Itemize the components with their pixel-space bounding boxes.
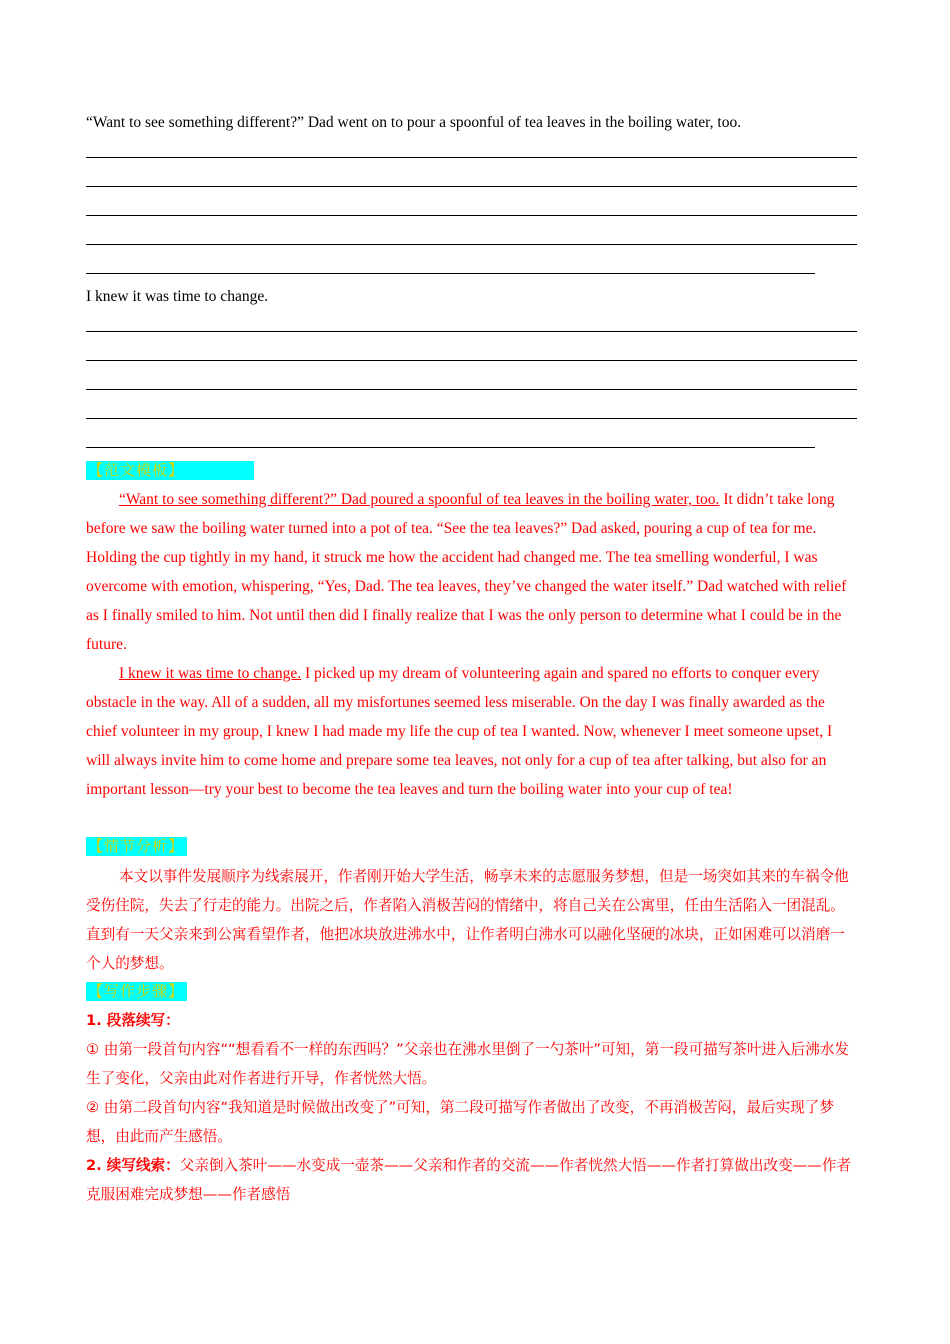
- paragraph-2-prompt: I knew it was time to change.: [86, 288, 269, 305]
- answer-line: [86, 447, 815, 448]
- answer-line: [86, 273, 815, 274]
- plot-analysis-text: 本文以事件发展顺序为线索展开，作者刚开始大学生活，畅享未来的志愿服务梦想，但是一场突如其来的车祸令他受伤住院，失去了行走的能力。出院之后，作者陷入消极苦闷的情绪中，将自己关在公寓里，任由生活陷入一团混乱。直到有一天父亲来到公寓看望作者，他把冰块放进沸水中，让作者明白沸水可以融化坚硬的冰块，正如困难可以消磨一个人的梦想。: [86, 868, 849, 972]
- writing-steps: [86, 1006, 858, 1209]
- step-1-title: 1. 段落续写：: [86, 1012, 180, 1029]
- model-essay-paragraph-1: “Want to see something different?” Dad poured a spoonful of tea leaves in the boiling water, too. It didn’t take long before we saw the boiling water turned into a pot of tea. “See the tea leaves?” Dad asked, pouring a cup of tea for me. Holding the cup tightly in my hand, it struck me how the accident had changed me. The tea smelling wonderful, I was overcome with emotion, whispering, “Yes, Dad. The tea leaves, they’ve changed the water itself.” Dad watched with relief as I finally smiled to him. Not until then did I finally realize that I was the only person to determine what I could be in the future.: [86, 491, 847, 653]
- model-essay-tag: 【范文模板】: [86, 461, 254, 480]
- answer-line: [86, 157, 857, 158]
- answer-line: [86, 331, 857, 332]
- answer-line: [86, 186, 857, 187]
- step-1-item-b: ② 由第二段首句内容“我知道是时候做出改变了”可知，第二段可描写作者做出了改变，不再消极苦闷，最后实现了梦想，由此而产生感悟。: [86, 1099, 834, 1145]
- answer-line: [86, 360, 857, 361]
- paragraph-1-prompt: “Want to see something different?” Dad went on to pour a spoonful of tea leaves in the boiling water, too.: [86, 114, 742, 131]
- model-essay-paragraph-2: I knew it was time to change. I picked up my dream of volunteering again and spared no efforts to conquer every obstacle in the way. All of a sudden, all my misfortunes seemed less miserable. On the day I was finally awarded as the chief volunteer in my group, I knew I had made my life the cup of tea I wanted. Now, whenever I meet someone upset, I will always invite him to come home and prepare some tea leaves, not only for a cup of tea after talking, but also for an important lesson—try your best to become the tea leaves and turn the boiling water into your cup of tea!: [86, 665, 833, 798]
- answer-line: [86, 244, 857, 245]
- model-essay: [86, 485, 858, 804]
- writing-steps-tag: 【写作步骤】: [86, 982, 187, 1001]
- plot-analysis-tag: 【情节分析】: [86, 837, 187, 856]
- answer-line: [86, 418, 857, 419]
- step-2: 2. 续写线索：父亲倒入茶叶——水变成一壶茶——父亲和作者的交流——作者恍然大悟——作者打算做出改变——作者克服困难完成梦想——作者感悟: [86, 1157, 852, 1203]
- answer-line: [86, 389, 857, 390]
- step-1-item-a: ① 由第一段首句内容““想看看不一样的东西吗？”父亲也在沸水里倒了一勺茶叶”可知，第一段可描写茶叶进入后沸水发生了变化，父亲由此对作者进行开导，作者恍然大悟。: [86, 1041, 850, 1087]
- plot-analysis: [86, 862, 858, 978]
- answer-line: [86, 215, 857, 216]
